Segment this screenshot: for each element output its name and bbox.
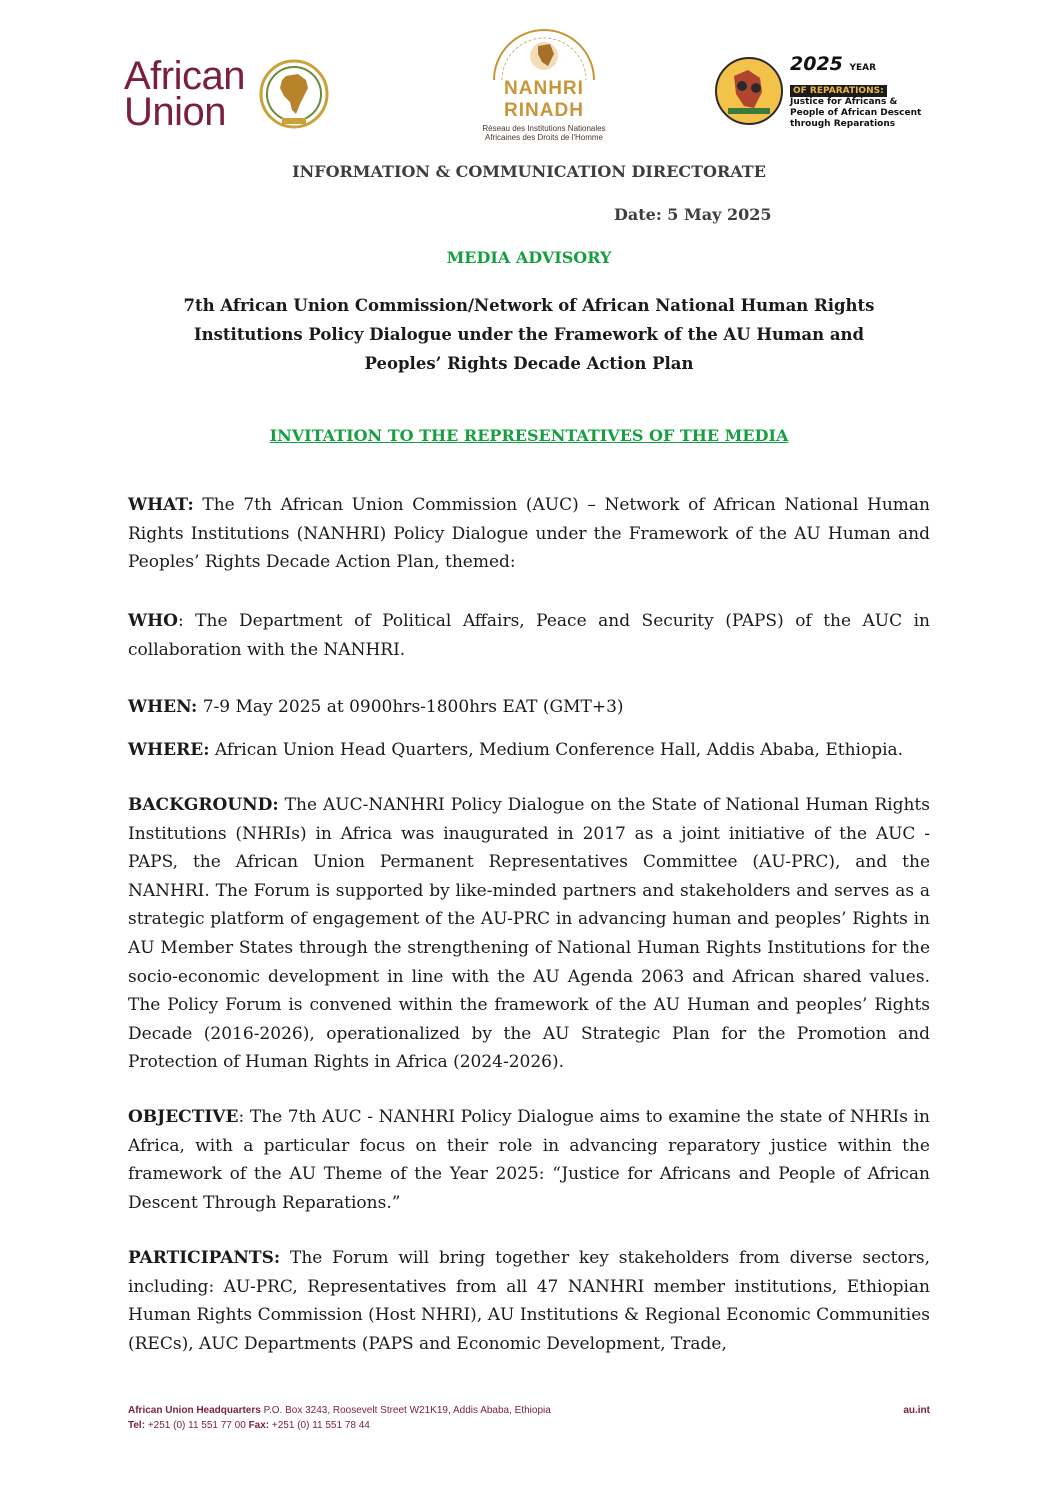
- footer-website-link[interactable]: au.int: [903, 1405, 930, 1416]
- when-text: 7-9 May 2025 at 0900hrs-1800hrs EAT (GMT+3): [197, 697, 624, 717]
- theme-line-2: People of African Descent: [790, 108, 922, 118]
- footer-address: P.O. Box 3243, Roosevelt Street W21K19, Addis Ababa, Ethiopia: [260, 1405, 551, 1416]
- background-label: BACKGROUND:: [128, 795, 279, 815]
- african-union-logo: [124, 56, 334, 132]
- participants-section: [128, 1244, 930, 1358]
- footer-tel: +251 (0) 11 551 77 00: [145, 1420, 249, 1431]
- objective-section: [128, 1103, 930, 1217]
- title-line-2: Institutions Policy Dialogue under the Framework of the AU Human and: [193, 325, 865, 344]
- footer-tel-label: Tel:: [128, 1420, 146, 1431]
- what-label: WHAT:: [128, 495, 194, 515]
- document-title: [0, 291, 1058, 378]
- where-label: WHERE:: [128, 740, 210, 760]
- directorate-heading: INFORMATION & COMMUNICATION DIRECTORATE: [292, 162, 766, 181]
- invitation-heading: INVITATION TO THE REPRESENTATIVES OF THE MEDIA: [269, 426, 789, 445]
- objective-label: OBJECTIVE: [128, 1107, 239, 1127]
- footer-contact-line: [128, 1420, 930, 1431]
- theme-line-3: through Reparations: [790, 119, 896, 129]
- when-label: WHEN:: [128, 697, 198, 717]
- media-advisory-heading: MEDIA ADVISORY: [446, 248, 612, 267]
- participants-text: The Forum will bring together key stakeholders from diverse sectors, including: AU-PRC, Representatives from all 47 NANHRI member institutions, Ethiopian Human Rights Commission (Host NHRI), AU Institutions & Regional Economic Communities (RECs), AUC Departments (PAPS and Economic Development, Trade,: [128, 1248, 930, 1354]
- theme-text: [790, 54, 921, 130]
- who-label: WHO: [128, 611, 178, 631]
- footer-fax-label: Fax:: [248, 1420, 270, 1431]
- footer-address-line: [128, 1405, 930, 1416]
- theme-band: OF REPARATIONS:: [790, 85, 887, 97]
- title-line-3: Peoples’ Rights Decade Action Plan: [364, 354, 694, 373]
- nanhri-subtitle: Réseau des Institutions Nationales Africaines des Droits de l'Homme: [482, 124, 606, 142]
- african-union-emblem-icon: [258, 58, 330, 130]
- when-section: [128, 693, 930, 722]
- theme-year: 2025: [790, 53, 843, 75]
- nanhri-wordmark: NANHRI: [504, 78, 584, 99]
- nanhri-logo: [480, 16, 608, 154]
- theme-line-1: Justice for Africans &: [790, 97, 898, 107]
- rinadh-wordmark: RINADH: [504, 100, 584, 121]
- where-text: African Union Head Quarters, Medium Conference Hall, Addis Ababa, Ethiopia.: [209, 740, 904, 760]
- title-line-1: 7th African Union Commission/Network of African National Human Rights: [183, 296, 875, 315]
- theme-year-suffix: YEAR: [849, 63, 877, 73]
- au-logo-word-union: Union: [124, 90, 227, 134]
- year-of-reparations-logo: [714, 54, 944, 132]
- footer-fax: +251 (0) 11 551 78 44: [269, 1420, 370, 1431]
- footer-hq-label: African Union Headquarters: [128, 1405, 261, 1416]
- au-logo-word-african: African: [124, 54, 245, 98]
- objective-text: : The 7th AUC - NANHRI Policy Dialogue aims to examine the state of NHRIs in Africa, with a particular focus on their role in advancing reparatory justice within the framework of the AU Theme of the Year 2025: “Justice for Africans and People of African Descent Through Reparations.”: [128, 1107, 930, 1213]
- what-section: [128, 491, 930, 577]
- advisory-date: Date: 5 May 2025: [614, 205, 772, 224]
- what-text: The 7th African Union Commission (AUC) – Network of African National Human Rights Institutions (NANHRI) Policy Dialogue under the Framework of the AU Human and Peoples’ Rights Decade Action Plan, themed:: [128, 495, 930, 573]
- who-text: : The Department of Political Affairs, Peace and Security (PAPS) of the AUC in collaboration with the NANHRI.: [128, 611, 930, 660]
- background-text: The AUC-NANHRI Policy Dialogue on the State of National Human Rights Institutions (NHRIs) in Africa was inaugurated in 2017 as a joint initiative of the AUC - PAPS, the African Union Permanent Representatives Committee (AU-PRC), and the NANHRI. The Forum is supported by like-minded partners and stakeholders and serves as a strategic platform of engagement of the AU-PRC in advancing human and peoples’ Rights in AU Member States through the strengthening of National Human Rights Institutions for the socio-economic development in line with the AU Agenda 2063 and African shared values. The Policy Forum is convened within the framework of the AU Human and peoples’ Rights Decade (2016-2026), operationalized by the AU Strategic Plan for the Promotion and Protection of Human Rights in Africa (2024-2026).: [128, 795, 930, 1073]
- where-section: [128, 736, 930, 765]
- background-section: [128, 791, 930, 1077]
- participants-label: PARTICIPANTS:: [128, 1248, 281, 1268]
- who-section: [128, 607, 930, 664]
- reparations-emblem-icon: [714, 56, 784, 126]
